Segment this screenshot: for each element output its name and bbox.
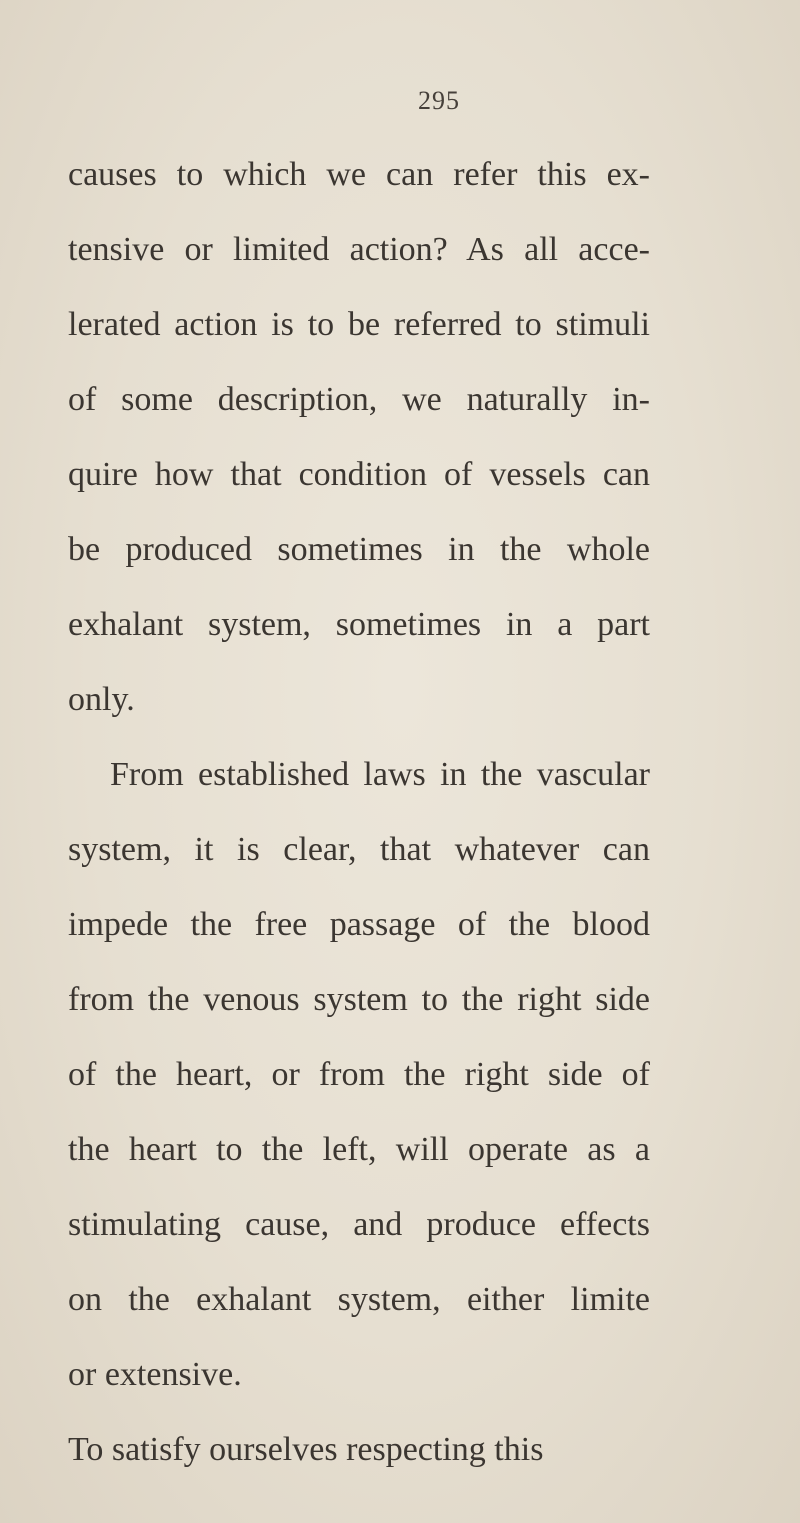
text-line: impede the free passage of the blood (68, 906, 650, 943)
text-line: be produced sometimes in the whole (68, 531, 650, 568)
text-line: of some description, we naturally in- (68, 381, 650, 418)
text-line: From established laws in the vascular (110, 756, 650, 793)
text-line: from the venous system to the right side (68, 981, 650, 1018)
text-line: quire how that condition of vessels can (68, 456, 650, 493)
page-number: 295 (418, 86, 460, 115)
text-line: or extensive. (68, 1356, 242, 1393)
text-line: the heart to the left, will operate as a (68, 1131, 650, 1168)
text-line: on the exhalant system, either limite (68, 1281, 650, 1318)
text-line: stimulating cause, and produce effects (68, 1206, 650, 1243)
text-line: tensive or limited action? As all acce- (68, 231, 650, 268)
text-line: only. (68, 681, 135, 718)
text-line: system, it is clear, that whatever can (68, 831, 650, 868)
text-line: exhalant system, sometimes in a part (68, 606, 650, 643)
text-line: lerated action is to be referred to stimuli (68, 306, 650, 343)
text-line: causes to which we can refer this ex- (68, 156, 650, 193)
text-line: To satisfy ourselves respecting this (68, 1431, 544, 1468)
text-line: of the heart, or from the right side of (68, 1056, 650, 1093)
